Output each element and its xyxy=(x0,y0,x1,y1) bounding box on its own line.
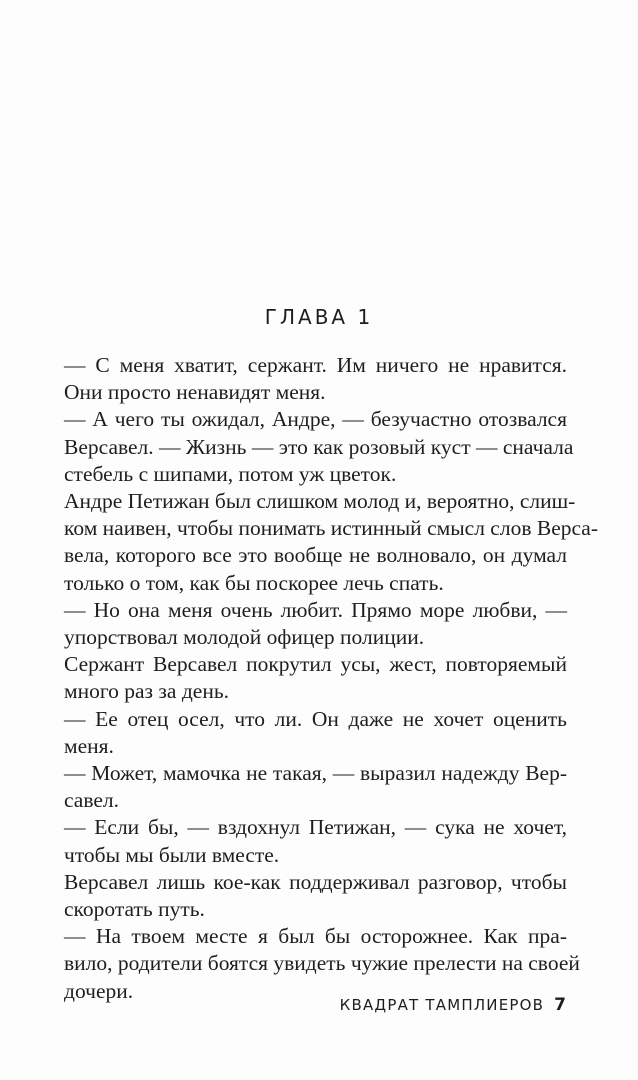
text-line: Версавел. — Жизнь — это как розовый куст — сначала xyxy=(64,434,574,459)
paragraph xyxy=(64,869,567,923)
text-line: много раз за день. xyxy=(64,679,230,704)
text-line: — На твоем месте я был бы осторожнее. Как пра- xyxy=(64,924,567,949)
paragraph xyxy=(64,597,567,651)
text-line: только о том, как бы поскорее лечь спать. xyxy=(64,570,444,595)
text-line: стебель с шипами, потом уж цветок. xyxy=(64,461,397,486)
text-line: скоротать путь. xyxy=(64,897,205,922)
text-line: Андре Петижан был слишком молод и, вероятно, слиш- xyxy=(64,489,576,514)
paragraph xyxy=(64,651,567,705)
text-line: вило, родители боятся увидеть чужие прелести на своей xyxy=(64,951,580,976)
text-line: Они просто ненавидят меня. xyxy=(64,380,326,405)
text-line: вела, которого все это вообще не волновало, он думал xyxy=(64,543,567,568)
paragraph xyxy=(64,814,567,868)
text-line: Версавел лишь кое-как поддерживал разговор, чтобы xyxy=(64,869,567,894)
text-line: — Но она меня очень любит. Прямо море любви, — xyxy=(64,597,567,622)
paragraph xyxy=(64,352,567,406)
text-line: ком наивен, чтобы понимать истинный смысл слов Верса- xyxy=(64,516,598,541)
text-line: — Может, мамочка не такая, — выразил надежду Вер- xyxy=(64,761,567,786)
text-line: дочери. xyxy=(64,978,134,1003)
page-number: 7 xyxy=(554,995,566,1015)
body-text xyxy=(64,352,598,1005)
running-footer xyxy=(0,995,566,1015)
text-line: Сержант Версавел покрутил усы, жест, повторяемый xyxy=(64,652,567,677)
text-line: меня. xyxy=(64,733,114,758)
chapter-heading: ГЛАВА 1 xyxy=(264,305,374,329)
text-line: — Если бы, — вздохнул Петижан, — сука не хочет, xyxy=(64,815,567,840)
book-title: КВАДРАТ ТАМПЛИЕРОВ xyxy=(339,996,545,1014)
paragraph xyxy=(64,706,567,760)
text-line: упорствовал молодой офицер полиции. xyxy=(64,625,425,650)
text-line: — С меня хватит, сержант. Им ничего не нравится. xyxy=(64,353,567,377)
paragraph xyxy=(64,923,580,1005)
paragraph xyxy=(64,488,598,597)
text-line: — Ее отец осел, что ли. Он даже не хочет оценить xyxy=(64,706,567,731)
text-line: чтобы мы были вместе. xyxy=(64,842,280,867)
paragraph xyxy=(64,760,567,814)
text-line: савел. xyxy=(64,788,120,813)
paragraph xyxy=(64,406,574,488)
text-line: — А чего ты ожидал, Андре, — безучастно отозвался xyxy=(64,407,567,432)
